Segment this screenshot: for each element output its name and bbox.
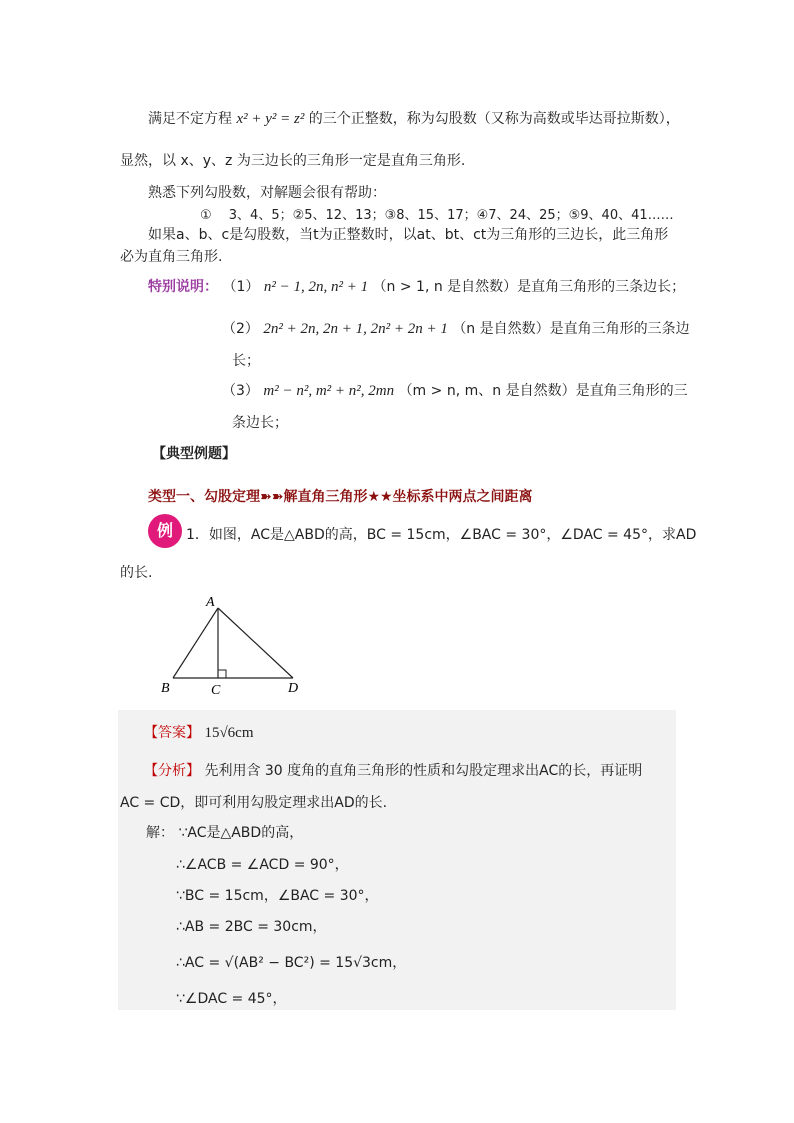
note-number: （2） bbox=[222, 321, 259, 337]
intro-line-5: 如果a、b、c是勾股数，当t为正整数时，以at、bt、ct为三角形的三边长，此三角形 bbox=[148, 227, 669, 243]
type-heading: 类型一、勾股定理➽➽解直角三角形★★坐标系中两点之间距离 bbox=[148, 489, 533, 505]
note-formula: n² − 1, 2n, n² + 1 bbox=[263, 279, 369, 295]
special-note-label: 特别说明： bbox=[148, 279, 218, 295]
note-number: （1） bbox=[222, 279, 260, 295]
intro-text-cont: 的三个正整数，称为勾股数（又称为高数或毕达哥拉斯数）， bbox=[308, 111, 680, 127]
intro-line-6: 必为直角三角形. bbox=[120, 249, 223, 265]
triangle-figure bbox=[155, 588, 315, 700]
pythagorean-equation: x² + y² = z² bbox=[236, 111, 305, 127]
solution-line-5: ∴AC = √(AB² − BC²) = 15√3cm， bbox=[176, 955, 407, 971]
answer-line bbox=[144, 722, 254, 742]
section-title: 【典型例题】 bbox=[152, 446, 236, 462]
special-note-2-cont: 长； bbox=[232, 353, 260, 369]
solution-line-2: ∴∠ACB = ∠ACD = 90°， bbox=[176, 857, 349, 873]
vertex-label-b: B bbox=[161, 681, 170, 696]
solution-line-3: ∵BC = 15cm，∠BAC = 30°， bbox=[176, 888, 379, 904]
vertex-label-a: A bbox=[206, 595, 215, 610]
intro-line-2: 显然，以 x、y、z 为三边长的三角形一定是直角三角形. bbox=[120, 153, 466, 169]
special-note-3-cont: 条边长； bbox=[232, 415, 288, 431]
solution-step: ∵AC是△ABD的高， bbox=[178, 825, 304, 841]
analysis-line-cont: AC = CD，即可利用勾股定理求出AD的长. bbox=[120, 795, 388, 811]
pythagorean-triples-list: ① 3、4、5；②5、12、13；③8、15、17；④7、24、25；⑤9、40、41…… bbox=[200, 208, 674, 223]
vertex-label-d: D bbox=[288, 681, 299, 696]
answer-label: 【答案】 bbox=[144, 725, 200, 741]
analysis-line bbox=[144, 760, 642, 780]
intro-line-1 bbox=[148, 108, 680, 128]
note-condition: （m > n, m、n 是自然数）是直角三角形的三 bbox=[398, 383, 688, 399]
intro-text: 满足不定方程 bbox=[148, 111, 232, 127]
special-note-1 bbox=[148, 276, 685, 296]
note-formula: m² − n², m² + n², 2mn bbox=[263, 383, 395, 399]
note-condition: （n > 1, n 是自然数）是直角三角形的三条边长； bbox=[372, 279, 686, 295]
special-note-3 bbox=[222, 380, 688, 400]
intro-line-3: 熟悉下列勾股数，对解题会很有帮助： bbox=[148, 185, 386, 201]
example-question: 1．如图，AC是△ABD的高，BC = 15cm，∠BAC = 30°，∠DAC = 45°，求AD bbox=[186, 527, 697, 543]
vertex-label-c: C bbox=[211, 683, 221, 698]
solution-box bbox=[118, 710, 676, 1010]
solution-line-4: ∴AB = 2BC = 30cm， bbox=[176, 919, 327, 935]
note-number: （3） bbox=[222, 383, 259, 399]
example-question-cont: 的长. bbox=[120, 565, 153, 581]
note-condition: （n 是自然数）是直角三角形的三条边 bbox=[452, 321, 690, 337]
solution-label: 解： bbox=[146, 825, 174, 841]
solution-line-1 bbox=[146, 822, 303, 842]
answer-value: 15√6cm bbox=[204, 725, 254, 741]
note-formula: 2n² + 2n, 2n + 1, 2n² + 2n + 1 bbox=[263, 321, 448, 337]
analysis-label: 【分析】 bbox=[144, 763, 200, 779]
solution-line-6: ∵∠DAC = 45°， bbox=[176, 991, 287, 1007]
special-note-2 bbox=[222, 318, 690, 338]
analysis-text: 先利用含 30 度角的直角三角形的性质和勾股定理求出AC的长，再证明 bbox=[204, 763, 643, 779]
example-badge: 例 bbox=[148, 514, 182, 548]
